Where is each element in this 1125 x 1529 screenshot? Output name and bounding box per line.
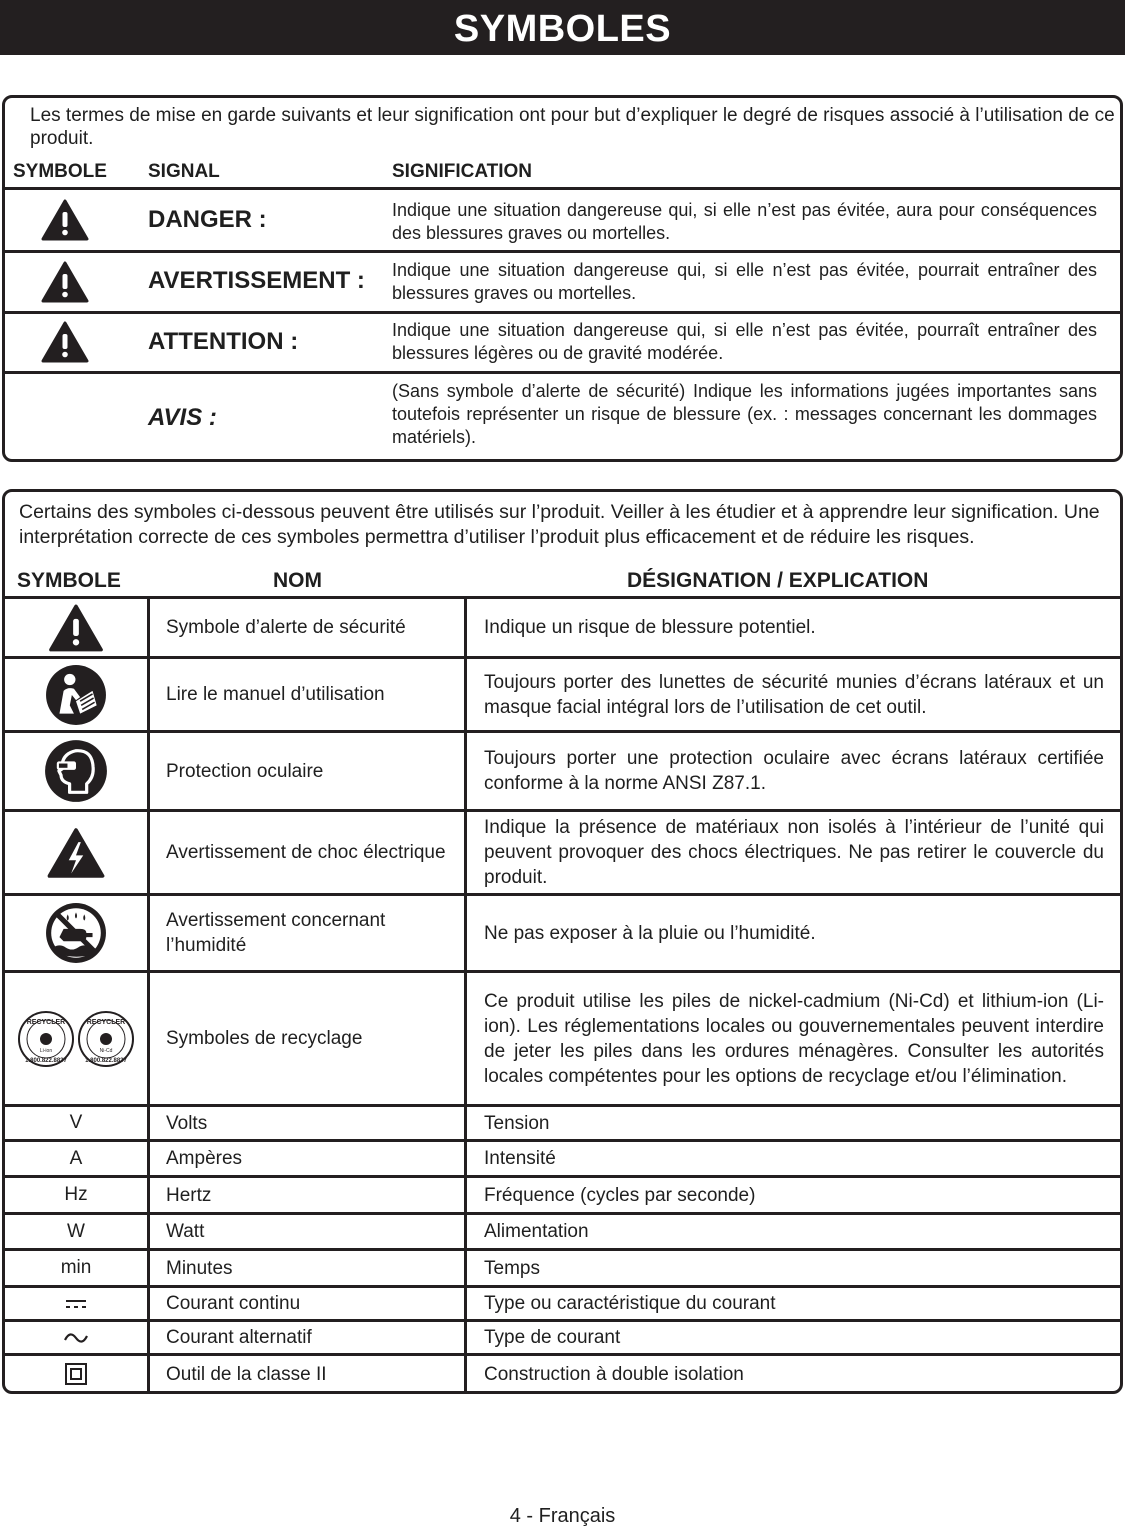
- symbol-text: W: [67, 1220, 85, 1242]
- symbol-designation: Intensité: [484, 1148, 556, 1169]
- table-row: [5, 1142, 1120, 1175]
- alert-triangle-icon: [48, 604, 104, 652]
- symbol-name: Courant continu: [166, 1293, 301, 1314]
- symbol-designation: Alimentation: [484, 1221, 589, 1242]
- symbol-text: Hz: [64, 1184, 88, 1205]
- alert-triangle-icon: [41, 199, 89, 241]
- signal-word: ATTENTION :: [148, 328, 299, 355]
- alternating-current-icon: [63, 1330, 89, 1346]
- direct-current-icon: [65, 1298, 87, 1310]
- signal-row-danger: [5, 190, 1120, 250]
- symbol-text: A: [69, 1147, 83, 1169]
- table-row: [5, 659, 1120, 730]
- signal-row-caution: [5, 314, 1120, 371]
- signal-row-warning: [5, 253, 1120, 311]
- no-wet-conditions-icon: [45, 902, 107, 964]
- header-designation: DÉSIGNATION / EXPLICATION: [627, 569, 929, 592]
- table-row: [5, 812, 1120, 893]
- eye-protection-icon: [44, 739, 108, 803]
- table-row: [5, 973, 1120, 1104]
- seal-text: RECYCLER: [26, 1018, 66, 1026]
- header-name: NOM: [273, 569, 322, 592]
- header-meaning: SIGNIFICATION: [392, 161, 533, 182]
- page-footer: 4 - Français: [509, 1505, 616, 1527]
- signal-meaning: Indique une situation dangereuse qui, si elle n’est pas évitée, aura pour conséquences des blessures graves ou mortelles.: [392, 200, 1097, 243]
- table-row: [5, 1322, 1120, 1353]
- symbol-designation: Type de courant: [484, 1327, 621, 1348]
- header-signal: SIGNAL: [148, 161, 220, 182]
- table-row: [5, 599, 1120, 656]
- signal-meaning: (Sans symbole d’alerte de sécurité) Indique les informations jugées importantes sans toutefois représenter un risque de blessure (ex. : messages concernant les dommages matériels).: [392, 381, 1097, 447]
- symbol-text: V: [69, 1112, 83, 1133]
- seal-subtext: Li-ion: [39, 1047, 53, 1054]
- alert-triangle-icon: [41, 261, 89, 303]
- symbol-designation: Ne pas exposer à la pluie ou l’humidité.: [484, 922, 816, 944]
- symbol-designation: Temps: [484, 1257, 540, 1279]
- table-row: [5, 1107, 1120, 1139]
- symbol-designation: Fréquence (cycles par seconde): [484, 1184, 756, 1206]
- symbol-name: Hertz: [166, 1184, 212, 1206]
- symbol-name: Ampères: [166, 1148, 243, 1169]
- symbol-designation: Toujours porter une protection oculaire avec écrans latéraux certifiée conforme à la norme ANSI Z87.1.: [484, 748, 1104, 794]
- symbol-name: Watt: [166, 1221, 205, 1242]
- symbol-name: Minutes: [166, 1257, 233, 1279]
- table-row: [5, 896, 1120, 970]
- signal-word: AVIS :: [148, 404, 217, 431]
- seal-text: RECYCLER: [86, 1018, 126, 1026]
- symbol-designation: Indique un risque de blessure potentiel.: [484, 617, 816, 638]
- recycle-seal-icon: [18, 1011, 74, 1067]
- symbol-name: Lire le manuel d’utilisation: [166, 684, 385, 705]
- symbol-name: Protection oculaire: [166, 760, 324, 782]
- seal-subtext: Ni-Cd: [99, 1047, 113, 1054]
- signal-word: DANGER :: [148, 206, 267, 233]
- electric-shock-icon: [47, 827, 105, 879]
- seal-phone: 1.800.822.8837: [25, 1057, 67, 1064]
- symbol-designation: Toujours porter des lunettes de sécurité munies d’écrans latéraux et un masque facial intégral lors de l’utilisation de cet outil.: [484, 671, 1104, 718]
- symbol-name: Outil de la classe II: [166, 1363, 327, 1385]
- table-row: [5, 1251, 1120, 1285]
- signal-word: AVERTISSEMENT :: [148, 267, 365, 294]
- symbol-designation: Construction à double isolation: [484, 1363, 744, 1385]
- symbol-name: Avertissement concernant l’humidité: [166, 910, 386, 956]
- seal-phone: 1.800.822.8837: [85, 1057, 127, 1064]
- symbol-name: Avertissement de choc électrique: [166, 842, 446, 863]
- symbol-name: Symbole d’alerte de sécurité: [166, 617, 406, 638]
- symbols-intro: Certains des symboles ci-dessous peuvent être utilisés sur l’produit. Veiller à les étudier et à apprendre leur signification. Une interprétation correcte de ces symboles permettra d’utiliser l’produit plus efficacement et de réduire les risques.: [19, 501, 1100, 548]
- recycle-seal-icon: [78, 1011, 134, 1067]
- table-row: [5, 1356, 1120, 1392]
- symbols-box: [2, 489, 1123, 1394]
- symbol-name: Symboles de recyclage: [166, 1028, 363, 1049]
- read-manual-icon: [45, 664, 107, 726]
- symbol-designation: Tension: [484, 1112, 550, 1134]
- table-row: [5, 1288, 1120, 1319]
- table-row: [5, 1215, 1120, 1248]
- signal-meaning: Indique une situation dangereuse qui, si elle n’est pas évitée, pourraît entraîner des blessures légères ou de gravité modérée.: [392, 320, 1097, 363]
- class-ii-icon: [65, 1363, 87, 1385]
- signal-meaning: Indique une situation dangereuse qui, si elle n’est pas évitée, pourrait entraîner des blessures graves ou mortelles.: [392, 260, 1097, 303]
- signal-row-notice: [5, 374, 1120, 462]
- symbol-text: min: [60, 1257, 92, 1278]
- page-title: SYMBOLES: [0, 0, 1125, 55]
- table-row: [5, 733, 1120, 809]
- alert-triangle-icon: [41, 321, 89, 363]
- signal-words-box: [2, 95, 1123, 462]
- header-symbol: SYMBOLE: [17, 569, 121, 592]
- symbol-name: Volts: [166, 1112, 208, 1134]
- symbol-name: Courant alternatif: [166, 1327, 312, 1348]
- table-row: [5, 1178, 1120, 1212]
- symbol-designation: Ce produit utilise les piles de nickel-cadmium (Ni-Cd) et lithium-ion (Li-ion). Les réglementations locales ou gouvernementales peuvent interdire de jeter les piles dans les ordures ménagères. Consulter les autorités locales compétentes pour les options de recyclage et/ou l’élimination.: [484, 990, 1104, 1087]
- symbol-designation: Indique la présence de matériaux non isolés à l’intérieur de l’unité qui peuvent provoquer des chocs électriques. Ne pas retirer le couvercle du produit.: [484, 817, 1104, 888]
- header-symbol: SYMBOLE: [13, 161, 107, 182]
- signal-words-intro: Les termes de mise en garde suivants et leur signification ont pour but d’expliquer le degré de risques associé à l’utilisation de ce produit.: [30, 105, 1115, 149]
- symbol-designation: Type ou caractéristique du courant: [484, 1293, 776, 1314]
